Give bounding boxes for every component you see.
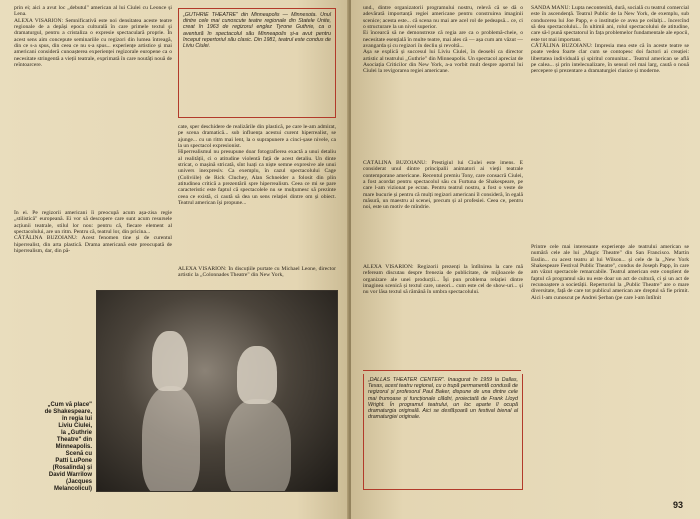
photo-figure-jacques-body	[225, 399, 291, 492]
right-page	[351, 0, 700, 519]
left-column-1-text-top: prin ei; aici a avut loc „debutul" american al lui Ciulei cu Leonce și Lena. ALEXA VISARION: Semnificativă este noi densitatea aceste teatre regionale de a depăși epoca culturală în care primele textul și dramaturgul, pentru a cristaliza o expresie spectaculară proprie. În acest sens aim concepute seminariile cu regizori din lumea întreagă, din ce s-a spus, din ceea ce nu s-a spus... experiențe artistice și mai americani consideră cunoașterea experienței regizorale europene ca o necesitate stringentă a vieții teatrale, exprimată în care noutăți nouă de reîntoarcere.	[14, 5, 172, 69]
theatre-production-photo	[96, 290, 338, 492]
page-number: 93	[673, 500, 684, 510]
right-column-2-text-top: SANDA MANU: Lupta necontenită, dură, socială cu teatrul comercial este în ascendență. Teatrul Public de la New York, de exemplu, sub conducerea lui Joe Papp, e o instituție ce avea pe ceilalți... încercînd să dea spectacolului... În ultimii ani, rolul spectacolului de atitudine, care să-l pună spectatorul în fața problemelor fundamentale ale epocii, este tot mai important. CĂTĂLINA BUZOIANU: Impresia mea este că în aceste teatre se poate vedea foarte clar cum se contopesc doi factori ai creației: libertatea individuală și spiritul comunitar... Teatrul american se află pe calea... și prin intelecualizare, în sensul cel mai larg, caută o nouă percepere și prezentare a dramaturgiei clasice și moderne.	[531, 5, 689, 75]
dallas-box-top-rule	[363, 370, 521, 371]
photo-figure-rosalinda-body	[142, 386, 200, 492]
right-column-1-text-top: und., dintre organizatorii programului nostru, relevă că se dă o adevărată importanță regiei americane pentru construirea imaginii scenice; acesta este... că scena nu mai are acel rol de pedeapsă... ce, ci o structurare la un nivel superior. Ei încearcă să ne demonstreze că regia are ca o problemă-cheie, o necesitate esențială în multe teatre, mai ales că — așa cum am văzut — avangarda și cu regizori în decliu și revoltă... Așa se explică și succesul lui Liviu Ciulei, în deosebi ca director artistic al teatrului „Guthrie" din Minneapolis. Un spectacol apreciat de Asociația Criticilor din New York, a-a vorbit mult despre aportul lui Ciulei la revigorarea regiei americane.	[363, 5, 523, 75]
photo-caption: „Cum vă place" de Shakespeare, în regia lui Liviu Ciulei, la „Guthrie Theatre" din Minneapolis. Scenă cu Patti LuPone (Rosalinda) și David Warrilow (Jacques Melancolicul)	[44, 402, 92, 492]
right-column-2-text-bottom: Printre cele mai interesante experiențe ale teatrului american se numără cele ale lui „Magic Theatre" din San Francisco. Martin Esslin... cu acest teatru al lui Wilson... și cele de la „New York Shakespeare Festival Public Theatre", condus de Joseph Papp, în care am văzut spectacole remarcabile. Teatrul american este conștient de faptul că programul său nu este doar un act de cultură, ci și un act de recunoaștere a societății. Repertoriul la „Public Theatre" are o mare diversitate, față de care tot publicul american are dreptul să fie primit. Aici l-am cunoscut pe Andrei Șerban (pe care l-am întîlnit	[531, 244, 689, 301]
dallas-theater-box: „DALLAS THEATER CENTER". Inaugurat în 1959 la Dallas, Texas, acest teatru regional, cu o trupă permanentă condusă de regizorul și profesorul Paul Baker, dispune de una dintre cele mai frumoase și funcționale clădiri, proiectată de Frank Lloyd Wright. În programul teatrului, un loc aparte îl ocupă dramaturgia originală. Aici se desfășoară un festival bienal al dramaturgiei originale.	[363, 374, 523, 490]
right-column-1-text-lower: ALEXA VISARION: Regizorii prezenți la întîlnirea la care mă refeream discutau despre frenezia de publicitate, de mijloacele de organizare ale unei producții... Își pun problema relației dintre imaginea scenică și textul care, uneori... cum este cel de show-uri... și nu vor lăsa textul să rămână în umbra spectacolului.	[363, 264, 523, 296]
left-column-1-text-bottom: În ei. Pe regizorii americani îi preocupă acum așa-zisa regie „stilistică" europeană. Ei vor să descopere care sunt acum resursele acțiunii teatrale, stilul lor nou: pentru că, fiecare element al spectacolului, are un ritm. Pentru că, teatrul lor, din pricina... CĂTĂLINA BUZOIANU: Acest fenomen tine și de curentul hiperrealist, din arta plastică. Drama americană este preocupată de hiperrealism, dar, din pă-	[14, 210, 172, 255]
left-page	[0, 0, 349, 519]
photo-figure-rosalinda-head	[152, 331, 188, 391]
guthrie-theatre-box: „GUTHRIE THEATRE" din Minneapolis — Minnesota. Unul dintre cele mai cunoscute teatre regionale din Statele Unite, creat în 1963 de regizorul englez Tyrone Guthrie, ca o aventură în spectacolul său Minneapolis și-a avut pentru început repertoriul său clasic. Din 1981, teatrul este condus de Liviu Ciulei.	[178, 8, 336, 118]
right-column-1-text-middle: CĂTĂLINA BUZOIANU: Prestigiul lui Ciulei este imens. E considerat unul dintre principalii animatori ai vieții teatrale contemporane americane. Recentul premiu Tony, care consacră Ciulei, a fost acordat pentru spectacolul său cu Furtuna de Shakespeare, pe care l-am vizionat pe ecran. Pentru teatrul nostru, a fost o veste de mare bucurie și pentru că mulți regizori americani îl consideră, în egală măsură, un maestru al scenei, precum și al profesiei. Ceea ce, pentru noi, este un motiv de mîndrie.	[363, 160, 523, 211]
left-column-2-text: cate, sper deschidere de realizările din plastică, pe care le-am admirat, pe scena dramatică... sub influența acestui curent hiperrealist, se ajunge... cu un ritm mai lent, la o suprapunere a cinci-șase nivele, ca la un spectacol expresionist. Hiperrealismul nu presupune doar fotografierea exactă a unui detaliu al realității, ci o atitudine violentă față de acest detaliu. Un dinte stricat, o mașină stricată, sînt luați ca niște semne expresive ale unui univers inexpresiv. Ca exemplu, în cazul spectacolului Cage (Coliviile) de Rick Cluchey, Alan Schneider a folosit din plin atitudinea critică a prezentării spre hiperrealism. Ceea ce mi se pare caracteristic este faptul că spectacolele nu se mulțumesc să prezinte ceea ce există, ci caută să dea un sens relației dintre om și obiect. Teatrul american își propune...	[178, 124, 336, 207]
photo-figure-jacques-head	[237, 346, 277, 404]
left-column-2-text-bottom: ALEXA VISARION: În discuțiile purtate cu Michael Leone, director artistic la „Colonnades Theatre" din New York,	[178, 266, 336, 279]
